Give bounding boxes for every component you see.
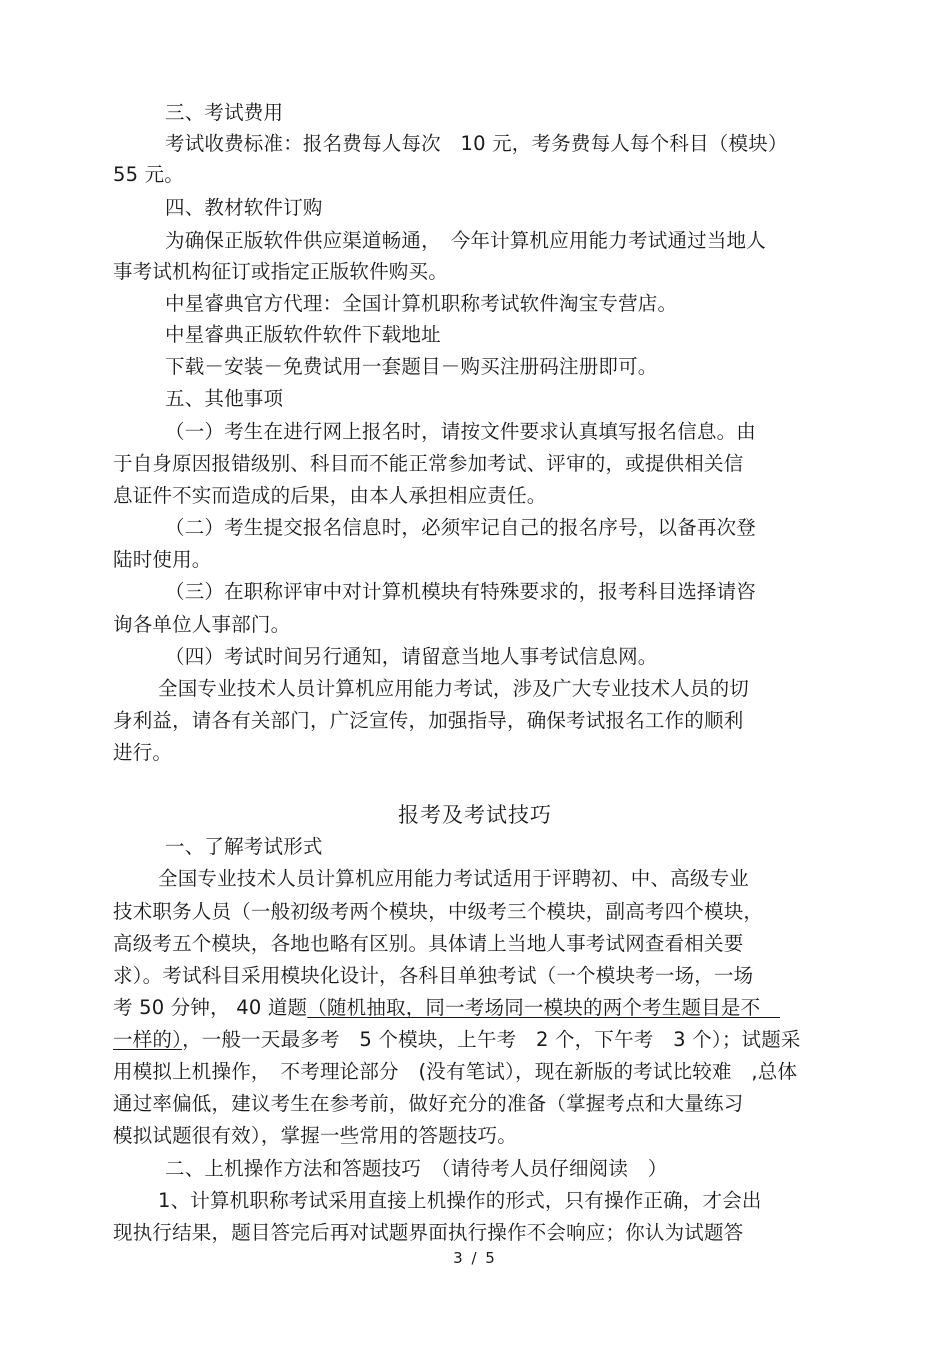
section-heading-exam-format: 一、了解考试形式	[165, 835, 323, 858]
paragraph-line: 询各单位人事部门。	[113, 613, 291, 636]
paragraph-line: 高级考五个模块，各地也略有区别。具体请上当地人事考试网查看相关要	[113, 932, 744, 955]
paragraph-line: 55 元。	[113, 163, 185, 186]
paragraph-line: 通过率偏低，建议考生在参考前，做好充分的准备（掌握考点和大量练习	[113, 1092, 744, 1115]
text-segment: 考 50 分钟， 40 道题	[113, 996, 308, 1019]
page-indicator: 3 / 5	[453, 1249, 497, 1267]
paragraph-line: （四）考试时间另行通知，请留意当地人事考试信息网。	[165, 645, 658, 668]
paragraph-line: 考试收费标准：报名费每人每次 10 元，考务费每人每个科目（模块）	[165, 132, 788, 155]
paragraph-line: 现执行结果，题目答完后再对试题界面执行操作不会响应；你认为试题答	[113, 1221, 744, 1244]
paragraph-line: （三）在职称评审中对计算机模块有特殊要求的，报考科目选择请咨	[165, 580, 757, 603]
paragraph-line: 求）。考试科目采用模块化设计，各科目单独考试（一个模块考一场，一场	[113, 964, 754, 987]
paragraph-line: 全国专业技术人员计算机应用能力考试适用于评聘初、中、高级专业	[158, 867, 750, 890]
paragraph-line: 身利益，请各有关部门，广泛宣传，加强指导，确保考试报名工作的顺利	[113, 709, 744, 732]
paragraph-line: 全国专业技术人员计算机应用能力考试，涉及广大专业技术人员的切	[158, 677, 750, 700]
text-segment: ，一般一天最多考 5 个模块，上午考 2 个，下午考 3 个）；试题采	[182, 1028, 801, 1051]
paragraph-line: （一）考生在进行网上报名时，请按文件要求认真填写报名信息。由	[165, 420, 757, 443]
section-heading-textbook-software: 四、教材软件订购	[165, 196, 323, 219]
paragraph-line: 技术职务人员（一般初级考两个模块，中级考三个模块，副高考四个模块，	[113, 900, 764, 923]
underlined-text: 一样的）	[113, 1028, 183, 1051]
paragraph-line: 1、计算机职称考试采用直接上机操作的形式，只有操作正确，才会出	[158, 1189, 762, 1212]
paragraph-line	[113, 996, 780, 1020]
paragraph-line: 为确保正版软件供应渠道畅通， 今年计算机应用能力考试通过当地人	[165, 229, 766, 252]
paragraph-line: 模拟试题很有效），掌握一些常用的答题技巧。	[113, 1124, 517, 1147]
paragraph-line: 事考试机构征订或指定正版软件购买。	[113, 260, 448, 283]
paragraph-line	[113, 1028, 801, 1052]
section-title-tips: 报考及考试技巧	[398, 803, 552, 827]
paragraph-line: 进行。	[113, 741, 173, 764]
section-heading-exam-fee: 三、考试费用	[165, 101, 284, 124]
section-heading-operation-tips: 二、上机操作方法和答题技巧 （请待考人员仔细阅读 ）	[165, 1157, 668, 1180]
paragraph-line: 用模拟上机操作， 不考理论部分 (没有笔试），现在新版的考试比较难 ,总体	[113, 1060, 798, 1083]
underlined-text: （随机抽取，同一考场同一模块的两个考生题目是不	[307, 996, 781, 1019]
paragraph-line: 陆时使用。	[113, 548, 212, 571]
section-heading-other-matters: 五、其他事项	[165, 387, 284, 410]
paragraph-line: 中星睿典官方代理：全国计算机职称考试软件淘宝专营店。	[165, 292, 678, 315]
paragraph-line: 息证件不实而造成的后果，由本人承担相应责任。	[113, 484, 547, 507]
paragraph-line: 下载－安装－免费试用一套题目－购买注册码注册即可。	[165, 355, 658, 378]
paragraph-line: 中星睿典正版软件软件下载地址	[165, 323, 441, 346]
paragraph-line: 于自身原因报错级别、科目而不能正常参加考试、评审的，或提供相关信	[113, 452, 744, 475]
paragraph-line: （二）考生提交报名信息时，必须牢记自己的报名序号，以备再次登	[165, 516, 757, 539]
